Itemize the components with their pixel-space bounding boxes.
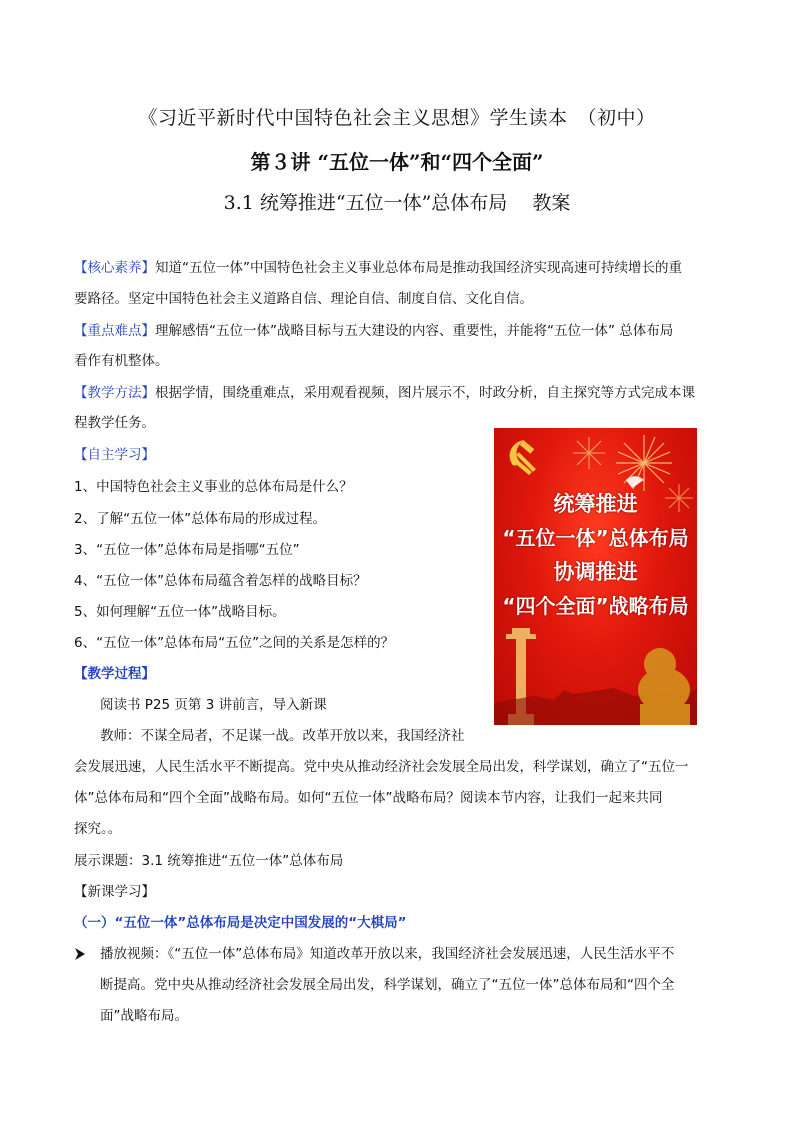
teacher-line-2: 会发展迅速，人民生活水平不断提高。党中央从推动经济社会发展全局出发，科学谋划，确立了“五位一	[74, 759, 689, 775]
self-study-label: 【自主学习】	[74, 447, 155, 463]
teaching-method-text1: 根据学情，围绕重难点，采用观看视频，图片展示不，时政分析，自主探究等方式完成本课	[155, 385, 695, 401]
self-study-question-4: 4、“五位一体”总体布局蕴含着怎样的战略目标？	[74, 573, 367, 589]
self-study-question-5: 5、如何理解“五位一体”战略目标。	[74, 604, 286, 620]
self-study-question-6: 6、“五位一体”总体布局“五位”之间的关系是怎样的？	[74, 635, 395, 651]
key-points-text1: 理解感悟“五位一体”战略目标与五大建设的内容、重要性，并能将“五位一体” 总体布局	[155, 323, 674, 339]
topic-display: 展示课题：3.1 统筹推进“五位一体”总体布局	[74, 853, 344, 869]
poster-line-3: 协调推进	[553, 560, 638, 584]
key-points-line1	[74, 321, 673, 341]
core-literacy-line1	[74, 258, 682, 278]
teaching-process-intro: 阅读书 P25 页第 3 讲前言，导入新课	[100, 697, 327, 713]
section-heading-1: （一）“五位一体”总体布局是决定中国发展的“大棋局”	[74, 915, 407, 931]
key-points-label: 【重点难点】	[74, 323, 155, 339]
core-literacy-text2: 要路径。坚定中国特色社会主义道路自信、理论自信、制度自信、文化自信。	[74, 291, 533, 307]
poster-line-4: “四个全面”战略布局	[502, 594, 689, 618]
key-points-text2: 看作有机整体。	[74, 353, 169, 369]
poster-line-2: “五位一体”总体布局	[502, 526, 689, 550]
teacher-line-4: 探究。。	[74, 821, 122, 837]
self-study-question-1: 1、中国特色社会主义事业的总体布局是什么？	[74, 479, 353, 495]
self-study-question-3: 3、“五位一体”总体布局是指哪“五位”	[74, 542, 300, 558]
self-study-question-2: 2、了解“五位一体”总体布局的形成过程。	[74, 511, 327, 527]
core-literacy-text1: 知道“五位一体”中国特色社会主义事业总体布局是推动我国经济实现高速可持续增长的重	[155, 260, 682, 276]
lesson-title: 3.1 统筹推进“五位一体”总体布局 教案	[223, 192, 571, 214]
bullet-line-3: 面”战略布局。	[100, 1008, 188, 1024]
teaching-method-text2: 程教学任务。	[74, 415, 155, 431]
teacher-line-3: 体”总体布局和“四个全面”战略布局。如何“五位一体”战略布局？阅读本节内容，让我们一起来共同	[74, 790, 663, 806]
lecture-title: 第３讲 “五位一体”和“四个全面”	[250, 150, 544, 174]
new-lesson-label: 【新课学习】	[74, 884, 155, 900]
teacher-line-1: 教师：不谋全局者，不足谋一战。改革开放以来，我国经济社	[100, 728, 465, 744]
bullet-arrow-icon	[74, 944, 86, 970]
poster-image	[494, 428, 697, 725]
poster-line-1: 统筹推进	[553, 492, 638, 516]
core-literacy-label: 【核心素养】	[74, 260, 155, 276]
teaching-process-label: 【教学过程】	[74, 666, 155, 682]
teaching-method-label: 【教学方法】	[74, 385, 155, 401]
book-title: 《习近平新时代中国特色社会主义思想》学生读本 （初中）	[138, 107, 656, 129]
teaching-method-line1	[74, 383, 695, 403]
bullet-line-2: 断提高。党中央从推动经济社会发展全局出发，科学谋划，确立了“五位一体”总体布局和“四个全	[100, 977, 675, 993]
bullet-line-1: 播放视频：《“五位一体”总体布局》知道改革开放以来，我国经济社会发展迅速，人民生活水平不	[100, 946, 675, 962]
